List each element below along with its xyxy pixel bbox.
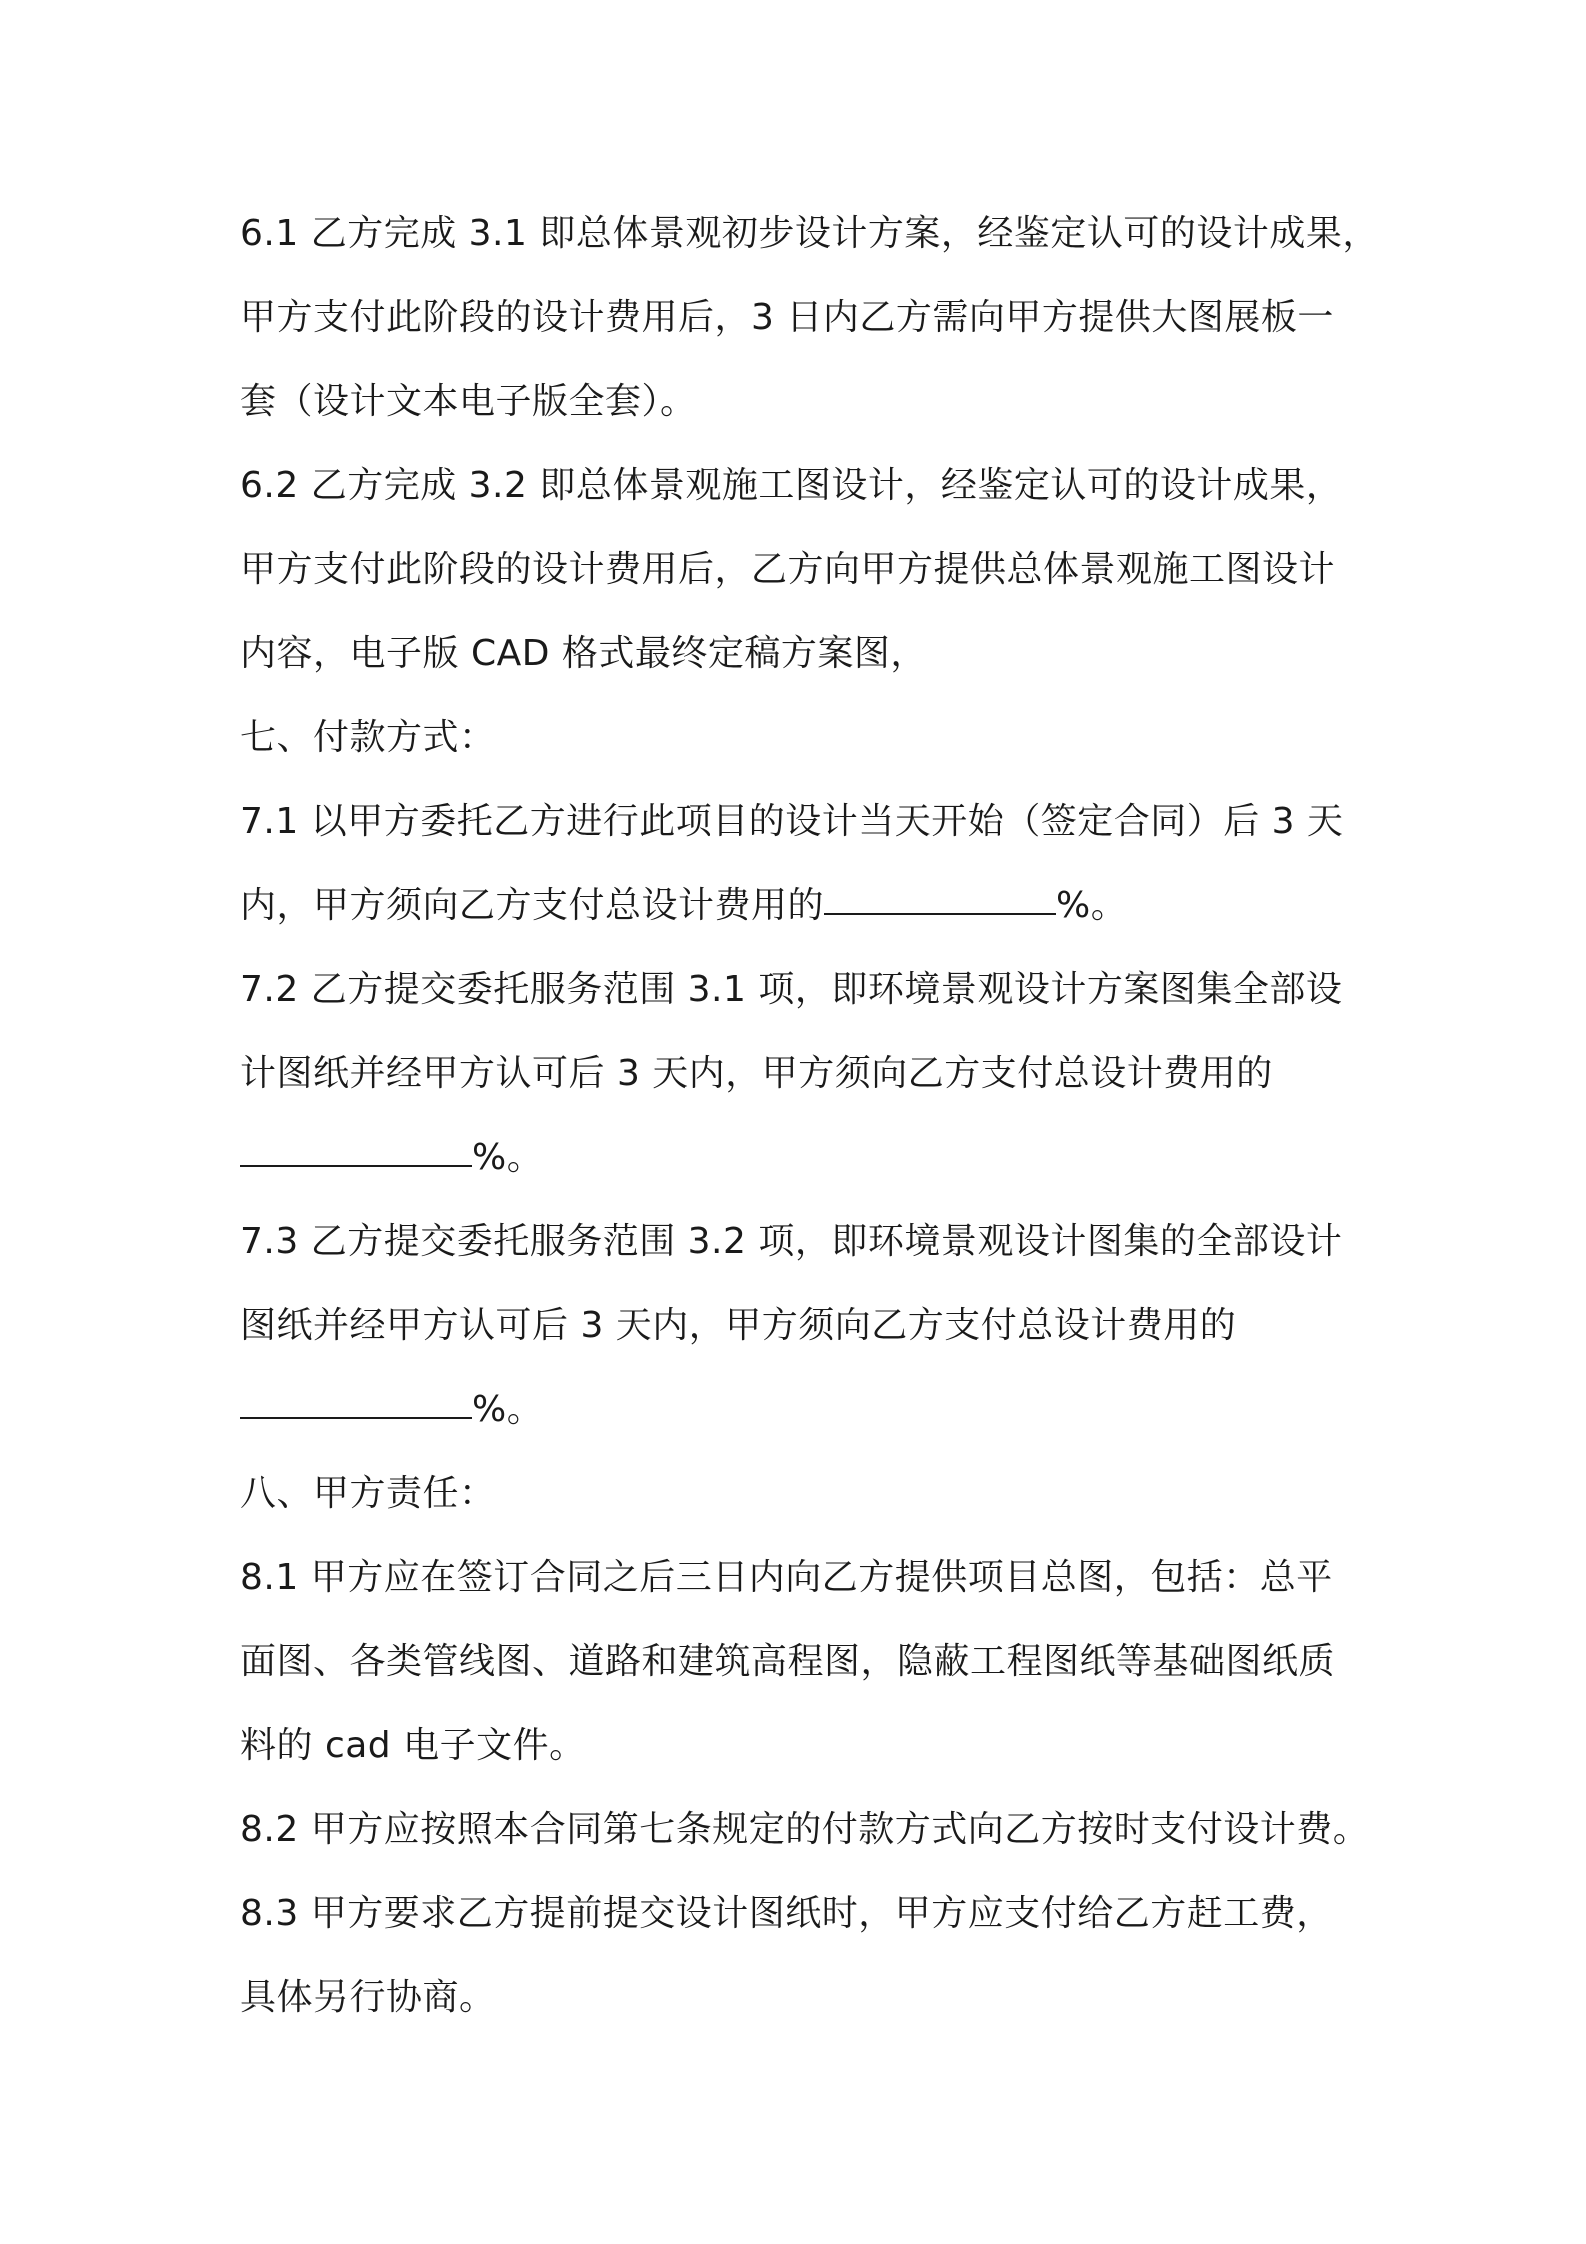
- percent-suffix: %。: [1056, 885, 1128, 926]
- fill-in-blank: [240, 1125, 472, 1167]
- fill-in-blank: [240, 1377, 472, 1419]
- text-line-with-blank: [240, 864, 1380, 948]
- text-line: 8.2 甲方应按照本合同第七条规定的付款方式向乙方按时支付设计费。: [240, 1809, 1370, 1850]
- text-line: 6.1 乙方完成 3.1 即总体景观初步设计方案，经鉴定认可的设计成果，: [240, 213, 1379, 254]
- section-heading-payment: 七、付款方式：: [240, 717, 496, 758]
- fill-in-blank: [824, 873, 1056, 915]
- text-line: 7.2 乙方提交委托服务范围 3.1 项，即环境景观设计方案图集全部设: [240, 969, 1343, 1010]
- text-line: 计图纸并经甲方认可后 3 天内，甲方须向乙方支付总设计费用的: [240, 1053, 1273, 1094]
- text-line: 6.2 乙方完成 3.2 即总体景观施工图设计，经鉴定认可的设计成果，: [240, 465, 1343, 506]
- document-body: [240, 192, 1380, 2040]
- text-line: 甲方支付此阶段的设计费用后，乙方向甲方提供总体景观施工图设计: [240, 549, 1336, 590]
- text-line: 8.1 甲方应在签订合同之后三日内向乙方提供项目总图，包括：总平: [240, 1557, 1333, 1598]
- text-line: 具体另行协商。: [240, 1977, 496, 2018]
- line-text: 内，甲方须向乙方支付总设计费用的: [240, 885, 825, 926]
- section-heading-party-a: 八、甲方责任：: [240, 1473, 496, 1514]
- text-line: 面图、各类管线图、道路和建筑高程图，隐蔽工程图纸等基础图纸质: [240, 1641, 1336, 1682]
- text-line: 甲方支付此阶段的设计费用后，3 日内乙方需向甲方提供大图展板一: [240, 297, 1334, 338]
- text-line: 7.1 以甲方委托乙方进行此项目的设计当天开始（签定合同）后 3 天: [240, 801, 1344, 842]
- percent-suffix: %。: [472, 1137, 544, 1178]
- text-line: 内容，电子版 CAD 格式最终定稿方案图，: [240, 633, 927, 674]
- text-line: 套（设计文本电子版全套）。: [240, 381, 697, 422]
- blank-line: [240, 1368, 1380, 1452]
- text-line: 8.3 甲方要求乙方提前提交设计图纸时，甲方应支付给乙方赶工费，: [240, 1893, 1333, 1934]
- blank-line: [240, 1116, 1380, 1200]
- text-line: 图纸并经甲方认可后 3 天内，甲方须向乙方支付总设计费用的: [240, 1305, 1237, 1346]
- percent-suffix: %。: [472, 1389, 544, 1430]
- text-line: 料的 cad 电子文件。: [240, 1725, 586, 1766]
- text-line: 7.3 乙方提交委托服务范围 3.2 项，即环境景观设计图集的全部设计: [240, 1221, 1343, 1262]
